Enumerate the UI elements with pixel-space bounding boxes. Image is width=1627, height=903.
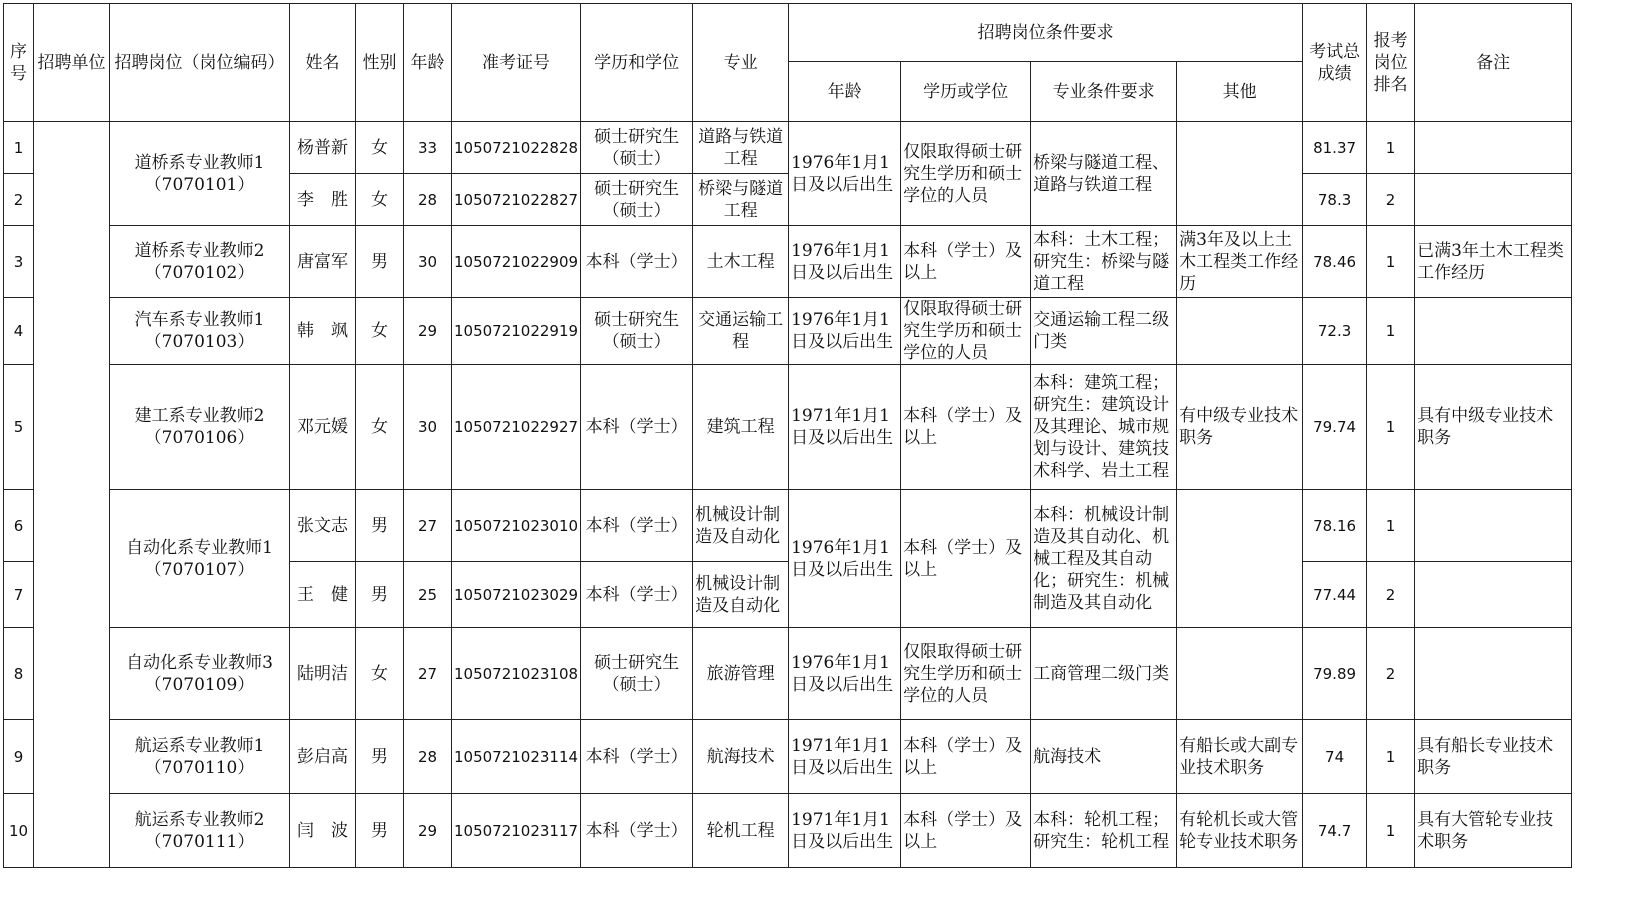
post-title: 道桥系专业教师2 bbox=[134, 240, 265, 261]
cell-degree: 硕士研究生（硕士） bbox=[581, 298, 693, 365]
cell-req-major: 工商管理二级门类 bbox=[1031, 628, 1177, 720]
cell-post bbox=[110, 794, 290, 868]
cell-rank: 1 bbox=[1367, 122, 1415, 174]
header-gender: 性别 bbox=[356, 4, 404, 122]
post-code: （7070107） bbox=[144, 559, 255, 580]
cell-age: 25 bbox=[404, 562, 452, 628]
post-code: （7070111） bbox=[144, 831, 255, 852]
cell-name: 杨普新 bbox=[290, 122, 356, 174]
cell-age: 29 bbox=[404, 794, 452, 868]
cell-gender: 男 bbox=[356, 226, 404, 298]
cell-gender: 女 bbox=[356, 298, 404, 365]
cell-req-age: 1976年1月1日及以后出生 bbox=[789, 628, 901, 720]
cell-req-age: 1971年1月1日及以后出生 bbox=[789, 720, 901, 794]
cell-age: 28 bbox=[404, 720, 452, 794]
cell-score: 72.3 bbox=[1303, 298, 1367, 365]
cell-rank: 1 bbox=[1367, 794, 1415, 868]
table-row bbox=[4, 490, 1572, 562]
cell-req-other bbox=[1177, 628, 1303, 720]
post-title: 航运系专业教师1 bbox=[134, 735, 265, 756]
cell-gender: 男 bbox=[356, 720, 404, 794]
cell-score: 78.16 bbox=[1303, 490, 1367, 562]
cell-req-degree: 本科（学士）及以上 bbox=[901, 226, 1031, 298]
cell-seq: 6 bbox=[4, 490, 34, 562]
cell-name: 唐富军 bbox=[290, 226, 356, 298]
cell-req-major: 本科：轮机工程；研究生：轮机工程 bbox=[1031, 794, 1177, 868]
cell-degree: 本科（学士） bbox=[581, 226, 693, 298]
cell-req-other bbox=[1177, 298, 1303, 365]
header-score: 考试总成绩 bbox=[1303, 4, 1367, 122]
cell-major: 交通运输工程 bbox=[693, 298, 789, 365]
cell-ticket: 1050721022919 bbox=[452, 298, 581, 365]
cell-degree: 硕士研究生（硕士） bbox=[581, 122, 693, 174]
cell-req-other: 满3年及以上土木工程类工作经历 bbox=[1177, 226, 1303, 298]
cell-ticket: 1050721022828 bbox=[452, 122, 581, 174]
cell-degree: 本科（学士） bbox=[581, 794, 693, 868]
cell-req-degree: 本科（学士）及以上 bbox=[901, 490, 1031, 628]
header-req-degree: 学历或学位 bbox=[901, 62, 1031, 122]
cell-score: 79.74 bbox=[1303, 365, 1367, 490]
cell-name: 张文志 bbox=[290, 490, 356, 562]
post-code: （7070103） bbox=[144, 332, 255, 352]
cell-remark: 具有船长专业技术职务 bbox=[1415, 720, 1572, 794]
cell-remark: 已满3年土木工程类工作经历 bbox=[1415, 226, 1572, 298]
cell-remark: 具有大管轮专业技术职务 bbox=[1415, 794, 1572, 868]
cell-major: 机械设计制造及自动化 bbox=[693, 490, 789, 562]
cell-post bbox=[110, 628, 290, 720]
recruitment-table bbox=[3, 3, 1572, 868]
cell-score: 78.46 bbox=[1303, 226, 1367, 298]
cell-req-degree: 本科（学士）及以上 bbox=[901, 794, 1031, 868]
cell-post bbox=[110, 490, 290, 628]
header-remark: 备注 bbox=[1415, 4, 1572, 122]
cell-gender: 男 bbox=[356, 490, 404, 562]
cell-gender: 男 bbox=[356, 562, 404, 628]
cell-score: 74 bbox=[1303, 720, 1367, 794]
cell-req-major: 交通运输工程二级门类 bbox=[1031, 298, 1177, 365]
cell-rank: 1 bbox=[1367, 720, 1415, 794]
cell-major: 机械设计制造及自动化 bbox=[693, 562, 789, 628]
cell-req-age: 1976年1月1日及以后出生 bbox=[789, 122, 901, 226]
cell-req-major: 本科：建筑工程；研究生：建筑设计及其理论、城市规划与设计、建筑技术科学、岩土工程 bbox=[1031, 365, 1177, 490]
cell-remark bbox=[1415, 628, 1572, 720]
cell-age: 27 bbox=[404, 628, 452, 720]
cell-name: 彭启高 bbox=[290, 720, 356, 794]
cell-req-degree: 本科（学士）及以上 bbox=[901, 365, 1031, 490]
header-ticket: 准考证号 bbox=[452, 4, 581, 122]
cell-post bbox=[110, 720, 290, 794]
cell-age: 27 bbox=[404, 490, 452, 562]
cell-rank: 1 bbox=[1367, 226, 1415, 298]
cell-gender: 女 bbox=[356, 122, 404, 174]
header-age: 年龄 bbox=[404, 4, 452, 122]
cell-major: 建筑工程 bbox=[693, 365, 789, 490]
cell-age: 30 bbox=[404, 365, 452, 490]
cell-req-other: 有轮机长或大管轮专业技术职务 bbox=[1177, 794, 1303, 868]
cell-seq: 5 bbox=[4, 365, 34, 490]
post-title: 自动化系专业教师3 bbox=[126, 652, 273, 673]
post-title: 汽车系专业教师1 bbox=[134, 310, 265, 330]
cell-name: 闫 波 bbox=[290, 794, 356, 868]
cell-name: 陆明洁 bbox=[290, 628, 356, 720]
cell-age: 30 bbox=[404, 226, 452, 298]
cell-seq: 9 bbox=[4, 720, 34, 794]
cell-req-degree: 本科（学士）及以上 bbox=[901, 720, 1031, 794]
cell-req-other: 有船长或大副专业技术职务 bbox=[1177, 720, 1303, 794]
cell-seq: 2 bbox=[4, 174, 34, 226]
cell-remark: 具有中级专业技术职务 bbox=[1415, 365, 1572, 490]
cell-rank: 2 bbox=[1367, 174, 1415, 226]
header-rank: 报考岗位排名 bbox=[1367, 4, 1415, 122]
cell-seq: 1 bbox=[4, 122, 34, 174]
cell-score: 79.89 bbox=[1303, 628, 1367, 720]
cell-req-age: 1976年1月1日及以后出生 bbox=[789, 298, 901, 365]
cell-req-other bbox=[1177, 122, 1303, 226]
cell-degree: 本科（学士） bbox=[581, 562, 693, 628]
cell-remark bbox=[1415, 562, 1572, 628]
cell-degree: 本科（学士） bbox=[581, 720, 693, 794]
cell-age: 28 bbox=[404, 174, 452, 226]
cell-ticket: 1050721022909 bbox=[452, 226, 581, 298]
header-major: 专业 bbox=[693, 4, 789, 122]
cell-post bbox=[110, 226, 290, 298]
header-name: 姓名 bbox=[290, 4, 356, 122]
post-title: 自动化系专业教师1 bbox=[126, 537, 273, 558]
cell-remark bbox=[1415, 490, 1572, 562]
cell-req-age: 1971年1月1日及以后出生 bbox=[789, 365, 901, 490]
cell-major: 旅游管理 bbox=[693, 628, 789, 720]
cell-post bbox=[110, 298, 290, 365]
cell-ticket: 1050721023117 bbox=[452, 794, 581, 868]
cell-req-degree: 仅限取得硕士研究生学历和硕士学位的人员 bbox=[901, 122, 1031, 226]
cell-major: 道路与铁道工程 bbox=[693, 122, 789, 174]
post-code: （7070110） bbox=[144, 757, 255, 778]
table-row bbox=[4, 298, 1572, 365]
header-req-group: 招聘岗位条件要求 bbox=[789, 4, 1303, 62]
cell-rank: 2 bbox=[1367, 562, 1415, 628]
table-row bbox=[4, 226, 1572, 298]
post-title: 航运系专业教师2 bbox=[134, 809, 265, 830]
cell-ticket: 1050721023010 bbox=[452, 490, 581, 562]
post-title: 道桥系专业教师1 bbox=[134, 152, 265, 173]
cell-gender: 男 bbox=[356, 794, 404, 868]
post-code: （7070102） bbox=[144, 262, 255, 283]
cell-req-major: 桥梁与隧道工程、道路与铁道工程 bbox=[1031, 122, 1177, 226]
table-row bbox=[4, 122, 1572, 174]
cell-ticket: 1050721022827 bbox=[452, 174, 581, 226]
cell-req-other bbox=[1177, 490, 1303, 628]
header-unit: 招聘单位 bbox=[34, 4, 110, 122]
cell-major: 航海技术 bbox=[693, 720, 789, 794]
header-degree: 学历和学位 bbox=[581, 4, 693, 122]
post-code: （7070106） bbox=[144, 428, 255, 448]
cell-seq: 4 bbox=[4, 298, 34, 365]
cell-remark bbox=[1415, 174, 1572, 226]
cell-req-other: 有中级专业技术职务 bbox=[1177, 365, 1303, 490]
cell-seq: 7 bbox=[4, 562, 34, 628]
cell-rank: 2 bbox=[1367, 628, 1415, 720]
cell-score: 77.44 bbox=[1303, 562, 1367, 628]
cell-rank: 1 bbox=[1367, 490, 1415, 562]
cell-remark bbox=[1415, 298, 1572, 365]
cell-score: 81.37 bbox=[1303, 122, 1367, 174]
cell-ticket: 1050721023029 bbox=[452, 562, 581, 628]
cell-name: 韩 飒 bbox=[290, 298, 356, 365]
cell-req-degree: 仅限取得硕士研究生学历和硕士学位的人员 bbox=[901, 298, 1031, 365]
header-req-other: 其他 bbox=[1177, 62, 1303, 122]
cell-degree: 硕士研究生（硕士） bbox=[581, 628, 693, 720]
post-code: （7070101） bbox=[144, 174, 255, 195]
header-req-age: 年龄 bbox=[789, 62, 901, 122]
cell-ticket: 1050721023108 bbox=[452, 628, 581, 720]
table-row bbox=[4, 365, 1572, 490]
header-post: 招聘岗位（岗位编码） bbox=[110, 4, 290, 122]
cell-age: 33 bbox=[404, 122, 452, 174]
cell-req-degree: 仅限取得硕士研究生学历和硕士学位的人员 bbox=[901, 628, 1031, 720]
cell-degree: 本科（学士） bbox=[581, 365, 693, 490]
cell-gender: 女 bbox=[356, 365, 404, 490]
cell-req-major: 本科：土木工程；研究生：桥梁与隧道工程 bbox=[1031, 226, 1177, 298]
table-row bbox=[4, 794, 1572, 868]
cell-req-age: 1976年1月1日及以后出生 bbox=[789, 226, 901, 298]
cell-name: 李 胜 bbox=[290, 174, 356, 226]
cell-score: 74.7 bbox=[1303, 794, 1367, 868]
cell-req-major: 本科：机械设计制造及其自动化、机械工程及其自动化；研究生：机械制造及其自动化 bbox=[1031, 490, 1177, 628]
cell-post bbox=[110, 365, 290, 490]
post-title: 建工系专业教师2 bbox=[134, 406, 265, 426]
cell-req-age: 1976年1月1日及以后出生 bbox=[789, 490, 901, 628]
cell-rank: 1 bbox=[1367, 298, 1415, 365]
cell-ticket: 1050721023114 bbox=[452, 720, 581, 794]
table-row bbox=[4, 720, 1572, 794]
cell-major: 桥梁与隧道工程 bbox=[693, 174, 789, 226]
post-code: （7070109） bbox=[144, 674, 255, 695]
cell-req-major: 航海技术 bbox=[1031, 720, 1177, 794]
cell-degree: 本科（学士） bbox=[581, 490, 693, 562]
cell-score: 78.3 bbox=[1303, 174, 1367, 226]
cell-unit bbox=[34, 122, 110, 868]
cell-name: 王 健 bbox=[290, 562, 356, 628]
cell-seq: 3 bbox=[4, 226, 34, 298]
cell-ticket: 1050721022927 bbox=[452, 365, 581, 490]
cell-degree: 硕士研究生（硕士） bbox=[581, 174, 693, 226]
header-seq: 序号 bbox=[4, 4, 34, 122]
cell-major: 轮机工程 bbox=[693, 794, 789, 868]
cell-age: 29 bbox=[404, 298, 452, 365]
cell-rank: 1 bbox=[1367, 365, 1415, 490]
cell-req-age: 1971年1月1日及以后出生 bbox=[789, 794, 901, 868]
header-req-major: 专业条件要求 bbox=[1031, 62, 1177, 122]
cell-major: 土木工程 bbox=[693, 226, 789, 298]
cell-gender: 女 bbox=[356, 174, 404, 226]
cell-gender: 女 bbox=[356, 628, 404, 720]
cell-seq: 8 bbox=[4, 628, 34, 720]
table-row bbox=[4, 628, 1572, 720]
cell-post bbox=[110, 122, 290, 226]
cell-name: 邓元媛 bbox=[290, 365, 356, 490]
cell-seq: 10 bbox=[4, 794, 34, 868]
cell-remark bbox=[1415, 122, 1572, 174]
